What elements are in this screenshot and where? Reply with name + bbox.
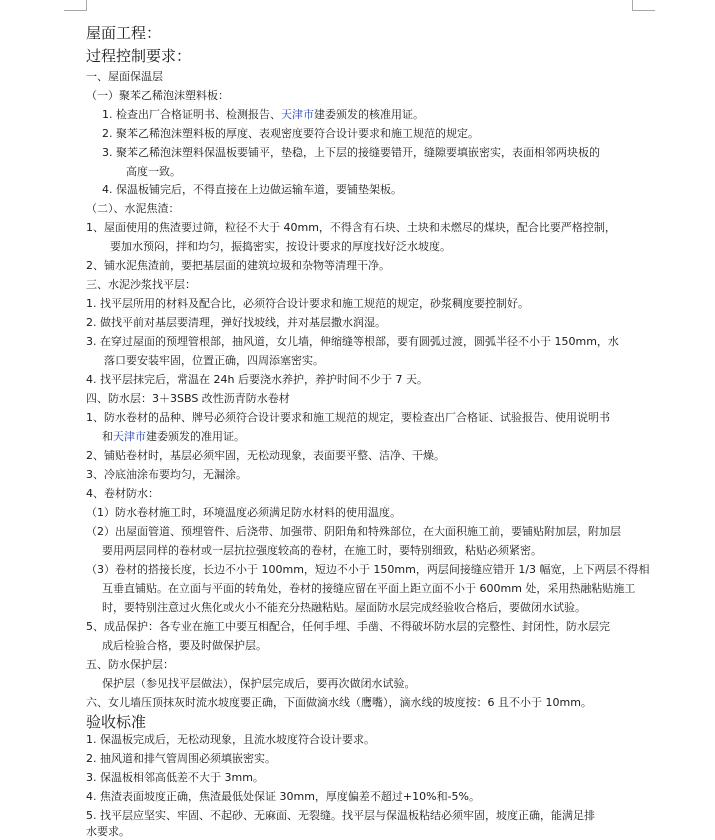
section-title: 验收标准 [86, 713, 147, 731]
text-line: 五、防水保护层： [86, 658, 174, 671]
text-line: （2）出屋面管道、预埋管件、后浇带、加强带、阴阳角和特殊部位，在大面积施工前，要铺贴附加层，附加层 [86, 525, 621, 538]
text-line: 高度一致。 [126, 165, 181, 178]
text-line: 2. 聚苯乙稀泡沫塑料板的厚度、表观密度要符合设计要求和施工规范的规定。 [102, 127, 479, 140]
text-line: （一）聚苯乙稀泡沫塑料板： [86, 89, 229, 102]
text-line: 1. 找平层所用的材料及配合比，必须符合设计要求和施工规范的规定，砂浆稠度要控制好。 [86, 297, 529, 310]
text-line: 要用两层同样的卷材或一层抗拉强度较高的卷材，在施工时，要特别细致，粘贴必须紧密。 [102, 544, 542, 557]
text-line: 3. 聚苯乙稀泡沫塑料保温板要铺平，垫稳，上下层的接缝要错开，缝隙要填嵌密实，表面相邻两块板的 [102, 146, 600, 159]
text-line: 要加水预闷，拌和均匀，振捣密实，按设计要求的厚度找好泛水坡度。 [110, 240, 451, 253]
text-line: 3. 保温板相邻高低差不大于 3mm。 [86, 771, 264, 784]
text-line: 和天津市建委颁发的准用证。 [102, 430, 245, 443]
text-line: 5、成品保护：各专业在施工中要互相配合，任何手埋、手凿、不得破坏防水层的完整性、封闭性，防水层完 [86, 620, 610, 633]
highlighted-text: 天津市 [113, 430, 146, 443]
text-line: 六、女儿墙压顶抹灰时流水坡度要正确，下面做滴水线（鹰嘴），滴水线的坡度按：6 且不小于 10mm。 [86, 696, 592, 709]
text-line: 成后检验合格，要及时做保护层。 [102, 639, 267, 652]
text-line: 2. 做找平前对基层要清理，弹好找坡线，并对基层撒水润湿。 [86, 316, 386, 329]
text-line: 1. 保温板完成后，无松动现象，且流水坡度符合设计要求。 [86, 733, 375, 746]
page-corner-mark [632, 0, 655, 11]
text-line: 落口要安装牢固，位置正确，四周添塞密实。 [104, 354, 324, 367]
text-line: 保护层（参见找平层做法），保护层完成后，要再次做闭水试验。 [102, 677, 416, 690]
text-line: 四、防水层：3＋3SBS 改性沥青防水卷材 [86, 392, 290, 405]
text-line: 4、卷材防水： [86, 487, 159, 500]
text-line: 1、防水卷材的品种、牌号必须符合设计要求和施工规范的规定，要检查出厂合格证、试验报告、使用说明书 [86, 411, 610, 424]
text-line: 时，要特别注意过火焦化或火小不能充分热融粘贴。屋面防水层完成经验收合格后，要做闭水试验。 [102, 601, 586, 614]
text-line: 水要求。 [86, 825, 130, 838]
text-line: 1. 检查出厂合格证明书、检测报告、天津市建委颁发的核准用证。 [102, 108, 424, 121]
text-line: 三、水泥沙浆找平层： [86, 278, 196, 291]
text-line: （二）、水泥焦渣： [86, 202, 180, 215]
text-line: 一、屋面保温层 [86, 70, 163, 83]
document-subtitle: 过程控制要求： [86, 47, 192, 65]
text-line: 4. 找平层抹完后，常温在 24h 后要浇水养护，养护时间不少于 7 天。 [86, 373, 428, 386]
text-line: 4. 焦渣表面坡度正确，焦渣最低处保证 30mm，厚度偏差不超过+10%和-5%。 [86, 790, 480, 803]
text-line: 5. 找平层应坚实、牢固、不起砂、无麻面、无裂缝。找平层与保温板粘结必须牢固，坡度正确，能满足排 [86, 809, 595, 822]
highlighted-text: 天津市 [281, 108, 314, 121]
page-corner-mark [64, 0, 87, 11]
text-line: 2、铺贴卷材时，基层必须牢固，无松动现象，表面要平整、洁净、干燥。 [86, 449, 445, 462]
text-line: 2. 抽风道和排气管周围必须填嵌密实。 [86, 752, 276, 765]
text-line: （3）卷材的搭接长度，长边不小于 100mm，短边不小于 150mm，两层间接缝应错开 1/3 幅宽，上下两层不得相 [86, 563, 650, 576]
document-title: 屋面工程： [86, 24, 162, 42]
text-line: 3、冷底油涂布要均匀，无漏涂。 [86, 468, 247, 481]
text-line: 3. 在穿过屋面的预埋管根部，抽风道，女儿墙，伸缩缝等根部，要有圆弧过渡，圆弧半径不小于 150mm，水 [86, 335, 619, 348]
text-line: （1）防水卷材施工时，环境温度必须满足防水材料的使用温度。 [86, 506, 401, 519]
text-line: 互垂直铺贴。在立面与平面的转角处，卷材的接缝应留在平面上距立面不小于 600mm 处，采用热融粘贴施工 [102, 582, 636, 595]
text-line: 2、铺水泥焦渣前，要把基层面的建筑垃圾和杂物等清理干净。 [86, 259, 390, 272]
text-line: 4. 保温板铺完后，不得直接在上边做运输车道，要铺垫架板。 [102, 183, 402, 196]
text-line: 1、屋面使用的焦渣要过筛，粒径不大于 40mm，不得含有石块、土块和未燃尽的煤块，配合比要严格控制， [86, 221, 616, 234]
